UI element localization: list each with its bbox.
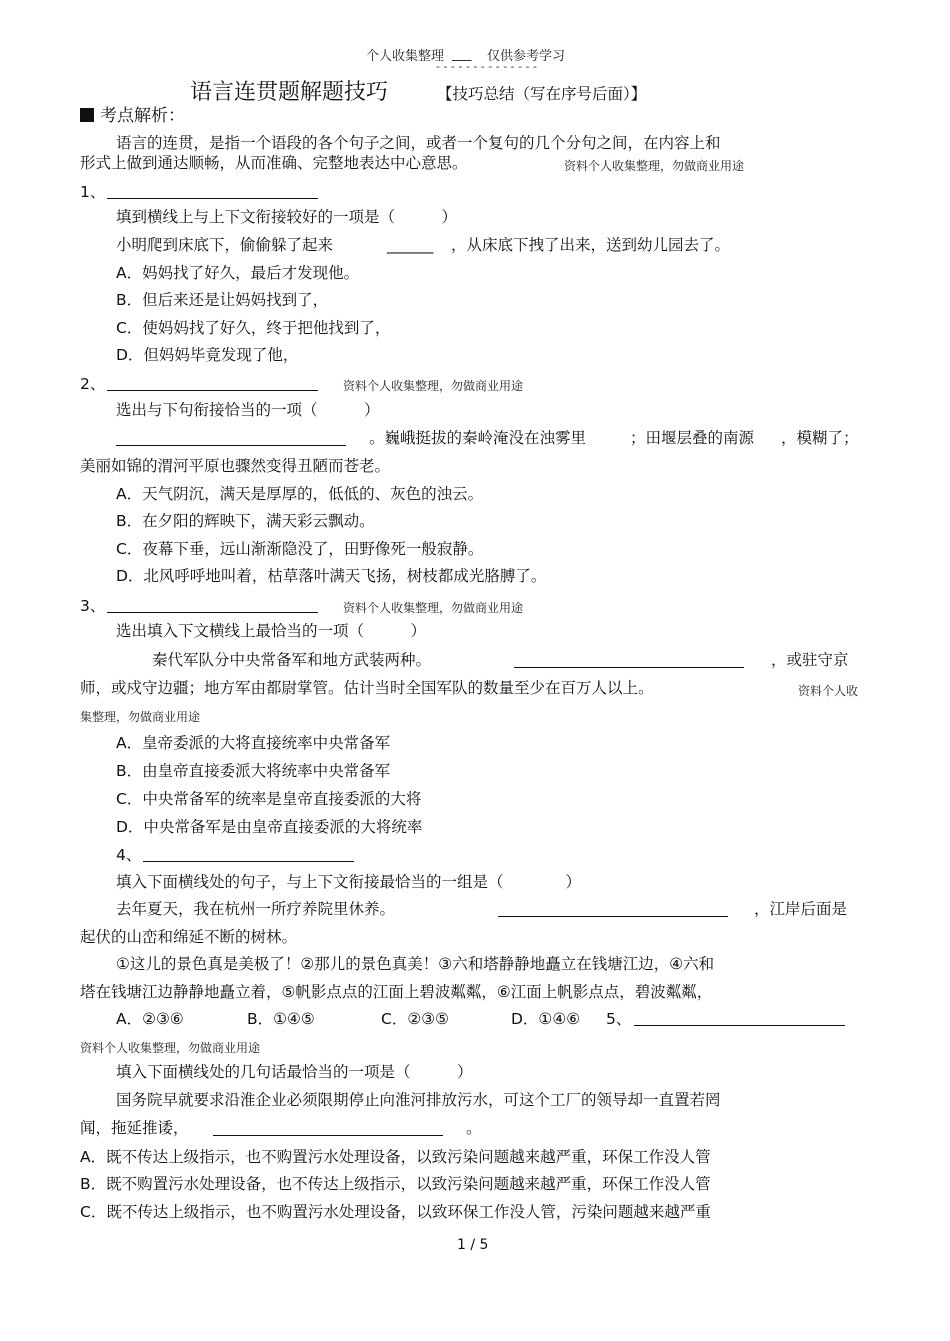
q4-stem-c: 起伏的山峦和绵延不断的树林。 [80,928,298,946]
q5-stem-c: 。 [466,1119,482,1137]
header-separator: ___ [452,47,472,62]
q1-option-d: D．但妈妈毕竟发现了他， [116,346,299,364]
section-heading-text: 考点解析： [100,106,185,126]
q3-stem-a: 秦代军队分中央常备军和地方武装两种。 [152,651,432,669]
q3-watermark: 资料个人收集整理，勿做商业用途 [343,601,524,615]
q1-technique-blank [107,198,318,199]
q5-option-a: A．既不传达上级指示，也不购置污水处理设备，以致污染问题越来越严重，环保工作没人管 [80,1148,711,1166]
q3-note-a: 资料个人收 [798,684,859,698]
intro-note: 资料个人收集整理，勿做商业用途 [564,159,745,173]
q4-technique-blank [143,861,354,862]
q3-option-c: C．中央常备军的统率是皇帝直接委派的大将 [116,790,422,808]
q3-stem-c: 师，或戍守边疆；地方军由都尉掌管。估计当时全国军队的数量至少在百万人以上。 [80,679,654,697]
q2-stem-a: 。巍峨挺拔的秦岭淹没在浊雾里 [369,429,587,447]
section-heading [80,106,185,126]
q5-option-b: B．既不购置污水处理设备，也不传达上级指示，以致污染问题越来越严重，环保工作没人管 [80,1175,711,1193]
q2-technique-blank [107,390,318,391]
q4-option-b: B．①④⑤ [247,1010,315,1028]
header-right: 仅供参考学习 [487,49,566,64]
header-left: 个人收集整理 [366,49,445,64]
q1-stem-a: 小明爬到床底下，偷偷躲了起来 [116,236,334,254]
q2-option-c: C．夜幕下垂，远山渐渐隐没了，田野像死一般寂静。 [116,540,484,558]
q5-prompt: 填入下面横线处的几句话最恰当的一项是（ ） [116,1063,473,1081]
q1-stem-blank: ______ [387,236,434,254]
q2-prompt: 选出与下句衔接恰当的一项（ ） [116,401,380,419]
q3-stem-b: ，或驻守京 [771,651,849,669]
q4-choices-line-1: ①这儿的景色真是美极了！②那儿的景色真美！③六和塔静静地矗立在钱塘江边，④六和 [116,955,715,973]
q3-answer-blank [514,667,744,668]
q1-prompt: 填到横线上与上下文衔接较好的一项是（ ） [116,208,458,226]
q2-stem-b: ；田堰层叠的南源 [630,429,755,447]
q3-option-d: D．中央常备军是由皇帝直接委派的大将统率 [116,818,423,836]
q4-prompt: 填入下面横线处的句子，与上下文衔接最恰当的一组是（ ） [116,873,582,891]
q4-choices-line-2: 塔在钱塘江边静静地矗立着，⑤帆影点点的江面上碧波粼粼，⑥江面上帆影点点，碧波粼粼， [80,983,713,1001]
q4-option-a: A．②③⑥ [116,1010,184,1028]
q5-number: 5、 [606,1010,632,1028]
q2-option-d: D．北风呼呼地叫着，枯草落叶满天飞扬，树枝都成光胳膊了。 [116,567,547,585]
q4-option-c: C．②③⑤ [381,1010,450,1028]
q2-stem-d: 美丽如锦的渭河平原也骤然变得丑陋而苍老。 [80,457,391,475]
q4-stem-a: 去年夏天，我在杭州一所疗养院里休养。 [116,900,396,918]
page-title: 语言连贯题解题技巧 [190,80,389,105]
q4-option-d: D．①④⑥ [511,1010,581,1028]
q5-stem-a: 国务院早就要求沿淮企业必须限期停止向淮河排放污水，可这个工厂的领导却一直置若罔 [116,1091,721,1109]
q3-option-a: A．皇帝委派的大将直接统率中央常备军 [116,734,391,752]
q2-number: 2、 [80,375,106,393]
q4-number: 4、 [116,846,142,864]
page-number: 1 / 5 [457,1237,489,1253]
q2-watermark: 资料个人收集整理，勿做商业用途 [343,379,524,393]
q2-option-a: A．天气阴沉，满天是厚厚的，低低的、灰色的浊云。 [116,485,484,503]
q3-prompt: 选出填入下文横线上最恰当的一项（ ） [116,622,427,640]
title-note: 【技巧总结（写在序号后面）】 [437,85,647,103]
q3-number: 3、 [80,597,106,615]
q3-note-b: 集整理，勿做商业用途 [80,710,201,724]
q4-answer-blank [498,916,728,917]
q5-stem-b: 闻，拖延推诿， [80,1119,189,1137]
q5-note: 资料个人收集整理，勿做商业用途 [80,1041,261,1055]
q1-option-a: A．妈妈找了好久，最后才发现他。 [116,264,360,282]
intro-line-2: 形式上做到通达顺畅，从而准确、完整地表达中心意思。 [80,154,468,172]
q1-number: 1、 [80,183,106,201]
q3-technique-blank [107,612,318,613]
q2-answer-blank [116,445,346,446]
q2-stem-c: ，模糊了； [781,429,859,447]
q2-option-b: B．在夕阳的辉映下，满天彩云飘动。 [116,512,375,530]
q4-stem-b: ，江岸后面是 [754,900,848,918]
q1-stem-b: ，从床底下拽了出来，送到幼儿园去了。 [451,236,731,254]
q5-answer-blank [213,1135,443,1136]
q1-option-c: C．使妈妈找了好久，终于把他找到了， [116,319,391,337]
header-dashes: - - - - - - - - - - - - - - [436,60,538,73]
intro-line-1: 语言的连贯，是指一个语段的各个句子之间，或者一个复句的几个分句之间，在内容上和 [116,134,721,152]
q1-option-b: B．但后来还是让妈妈找到了， [116,291,329,309]
q3-option-b: B．由皇帝直接委派大将统率中央常备军 [116,762,391,780]
square-bullet-icon [80,108,94,122]
q5-technique-blank [634,1025,845,1026]
q5-option-c: C．既不传达上级指示，也不购置污水处理设备，以致环保工作没人管，污染问题越来越严重 [80,1203,711,1221]
